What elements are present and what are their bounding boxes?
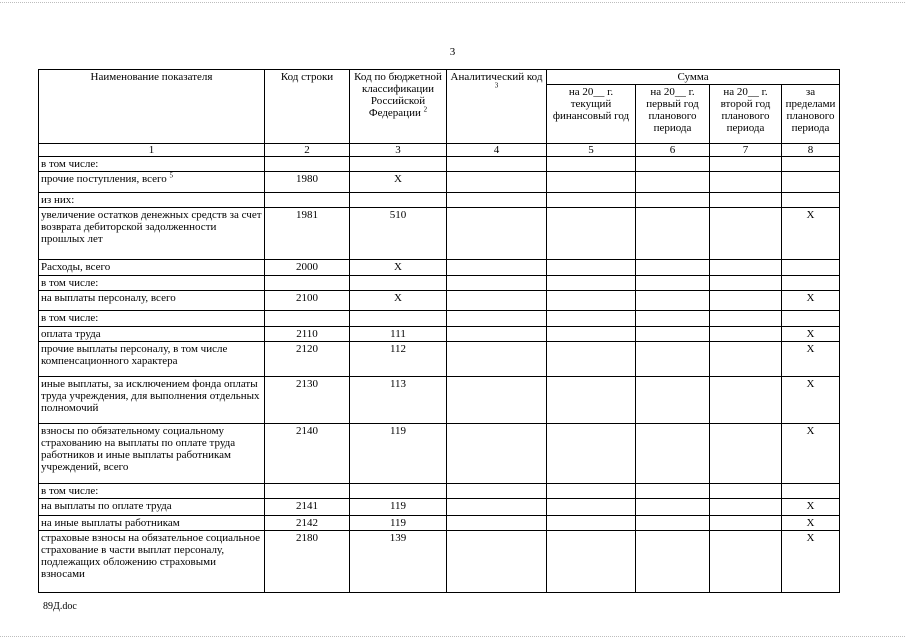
row-name: на выплаты по оплате труда <box>39 499 265 516</box>
table-row <box>39 499 840 516</box>
row-name: прочие выплаты персоналу, в том числе компенсационного характера <box>39 342 265 377</box>
row-empty-cell <box>710 531 782 593</box>
table-row <box>39 424 840 484</box>
row-line-code: 2000 <box>265 260 350 276</box>
row-empty-cell <box>547 208 636 260</box>
row-budget-code: 119 <box>350 516 447 531</box>
table-row <box>39 172 840 193</box>
row-line-code: 2141 <box>265 499 350 516</box>
row-empty-cell <box>636 172 710 193</box>
row-budget-code: X <box>350 260 447 276</box>
row-line-code: 1980 <box>265 172 350 193</box>
row-name: взносы по обязательному социальному страхованию на выплаты по оплате труда работников и иные выплаты работникам учреждений, всего <box>39 424 265 484</box>
header-sum-current-year: на 20__ г. текущий финансовый год <box>547 85 636 144</box>
row-empty-cell <box>447 531 547 593</box>
row-empty-cell <box>710 342 782 377</box>
column-number: 3 <box>350 144 447 157</box>
table-row <box>39 276 840 291</box>
row-line-code <box>265 157 350 172</box>
table-row <box>39 291 840 311</box>
footnote-marker: 2 <box>423 105 428 114</box>
row-empty-cell <box>710 484 782 499</box>
column-number: 5 <box>547 144 636 157</box>
row-empty-cell <box>447 291 547 311</box>
column-numbers-row <box>39 144 840 157</box>
row-beyond-plan: X <box>782 377 840 424</box>
row-name: прочие поступления, всего $^5$ <box>39 172 265 193</box>
row-empty-cell <box>710 311 782 327</box>
row-name: в том числе: <box>39 276 265 291</box>
row-line-code <box>265 193 350 208</box>
footnote-marker: 3 <box>494 81 499 90</box>
row-empty-cell <box>710 157 782 172</box>
row-empty-cell <box>547 484 636 499</box>
row-empty-cell <box>447 342 547 377</box>
row-beyond-plan <box>782 276 840 291</box>
row-empty-cell <box>547 157 636 172</box>
header-sum-beyond-plan: за пределами планового периода <box>782 85 840 144</box>
row-line-code: 2120 <box>265 342 350 377</box>
row-empty-cell <box>547 531 636 593</box>
row-empty-cell <box>636 311 710 327</box>
row-budget-code: 139 <box>350 531 447 593</box>
row-beyond-plan: X <box>782 291 840 311</box>
table-row <box>39 208 840 260</box>
header-name: Наименование показателя <box>39 70 265 144</box>
row-empty-cell <box>710 172 782 193</box>
row-empty-cell <box>447 424 547 484</box>
row-empty-cell <box>710 276 782 291</box>
table-row <box>39 193 840 208</box>
row-empty-cell <box>447 327 547 342</box>
row-name: увеличение остатков денежных средств за счет возврата дебиторской задолженности прошлых лет <box>39 208 265 260</box>
row-empty-cell <box>547 172 636 193</box>
page-number: 3 <box>449 46 456 58</box>
row-empty-cell <box>547 499 636 516</box>
row-empty-cell <box>710 291 782 311</box>
row-empty-cell <box>447 276 547 291</box>
column-number: 6 <box>636 144 710 157</box>
row-name: на иные выплаты работникам <box>39 516 265 531</box>
row-line-code: 2140 <box>265 424 350 484</box>
row-beyond-plan: X <box>782 516 840 531</box>
table-row <box>39 377 840 424</box>
row-budget-code <box>350 157 447 172</box>
row-beyond-plan: X <box>782 208 840 260</box>
header-sum-second-plan-year: на 20__ г. второй год планового периода <box>710 85 782 144</box>
row-name: в том числе: <box>39 157 265 172</box>
row-empty-cell <box>447 172 547 193</box>
row-budget-code: 119 <box>350 424 447 484</box>
table-row <box>39 327 840 342</box>
row-empty-cell <box>636 484 710 499</box>
row-line-code <box>265 484 350 499</box>
row-empty-cell <box>636 424 710 484</box>
row-empty-cell <box>447 484 547 499</box>
row-line-code: 2130 <box>265 377 350 424</box>
row-empty-cell <box>547 327 636 342</box>
row-line-code <box>265 311 350 327</box>
row-beyond-plan <box>782 484 840 499</box>
row-beyond-plan <box>782 172 840 193</box>
row-budget-code <box>350 276 447 291</box>
row-line-code <box>265 276 350 291</box>
row-beyond-plan <box>782 260 840 276</box>
row-empty-cell <box>447 193 547 208</box>
row-empty-cell <box>636 499 710 516</box>
row-line-code: 2180 <box>265 531 350 593</box>
row-empty-cell <box>447 377 547 424</box>
row-empty-cell <box>636 260 710 276</box>
row-empty-cell <box>710 377 782 424</box>
header-line-code: Код строки <box>265 70 350 144</box>
row-empty-cell <box>636 531 710 593</box>
row-budget-code: X <box>350 172 447 193</box>
row-empty-cell <box>447 157 547 172</box>
row-budget-code: 111 <box>350 327 447 342</box>
row-budget-code: X <box>350 291 447 311</box>
column-number: 4 <box>447 144 547 157</box>
row-budget-code <box>350 193 447 208</box>
row-name: страховые взносы на обязательное социальное страхование в части выплат персоналу, подлежащих обложению страховыми взносами <box>39 531 265 593</box>
row-empty-cell <box>636 327 710 342</box>
row-empty-cell <box>710 260 782 276</box>
footer-filename: 89Д.doc <box>43 601 77 612</box>
row-empty-cell <box>447 516 547 531</box>
row-empty-cell <box>547 311 636 327</box>
row-empty-cell <box>547 291 636 311</box>
row-beyond-plan: X <box>782 531 840 593</box>
row-empty-cell <box>447 260 547 276</box>
row-beyond-plan <box>782 311 840 327</box>
header-analytic-code: Аналитический код $^3$ <box>447 70 547 144</box>
column-number: 8 <box>782 144 840 157</box>
row-empty-cell <box>547 276 636 291</box>
column-number: 2 <box>265 144 350 157</box>
row-name: в том числе: <box>39 484 265 499</box>
header-sum: Сумма <box>547 70 840 85</box>
row-name: иные выплаты, за исключением фонда оплаты труда учреждения, для выполнения отдельных полномочий <box>39 377 265 424</box>
row-empty-cell <box>447 499 547 516</box>
row-empty-cell <box>710 516 782 531</box>
row-empty-cell <box>447 311 547 327</box>
row-name: из них: <box>39 193 265 208</box>
row-beyond-plan: X <box>782 327 840 342</box>
row-line-code: 1981 <box>265 208 350 260</box>
column-number: 7 <box>710 144 782 157</box>
row-budget-code <box>350 484 447 499</box>
table-row <box>39 531 840 593</box>
table-row <box>39 260 840 276</box>
row-empty-cell <box>547 342 636 377</box>
row-name: оплата труда <box>39 327 265 342</box>
row-name: на выплаты персоналу, всего <box>39 291 265 311</box>
row-name: Расходы, всего <box>39 260 265 276</box>
row-empty-cell <box>447 208 547 260</box>
row-empty-cell <box>636 276 710 291</box>
row-beyond-plan <box>782 157 840 172</box>
row-empty-cell <box>547 260 636 276</box>
row-line-code: 2142 <box>265 516 350 531</box>
row-empty-cell <box>636 208 710 260</box>
footnote-marker: 5 <box>169 171 173 180</box>
row-line-code: 2100 <box>265 291 350 311</box>
row-empty-cell <box>547 516 636 531</box>
row-empty-cell <box>636 291 710 311</box>
row-empty-cell <box>547 424 636 484</box>
header-row <box>39 70 840 85</box>
row-empty-cell <box>636 377 710 424</box>
row-budget-code: 510 <box>350 208 447 260</box>
row-empty-cell <box>710 193 782 208</box>
row-budget-code: 113 <box>350 377 447 424</box>
row-beyond-plan: X <box>782 424 840 484</box>
row-empty-cell <box>636 193 710 208</box>
row-empty-cell <box>547 377 636 424</box>
row-empty-cell <box>636 342 710 377</box>
row-empty-cell <box>636 516 710 531</box>
budget-table <box>38 69 840 593</box>
table-row <box>39 516 840 531</box>
header-sum-first-plan-year: на 20__ г. первый год планового периода <box>636 85 710 144</box>
row-empty-cell <box>636 157 710 172</box>
row-empty-cell <box>710 499 782 516</box>
table-row <box>39 342 840 377</box>
row-beyond-plan: X <box>782 342 840 377</box>
column-number: 1 <box>39 144 265 157</box>
table-row <box>39 311 840 327</box>
scan-border-top <box>0 2 905 3</box>
row-empty-cell <box>710 208 782 260</box>
header-budget-code: Код по бюджетной классификации Российской Федерации $^2$ <box>350 70 447 144</box>
row-budget-code: 119 <box>350 499 447 516</box>
row-empty-cell <box>710 327 782 342</box>
row-beyond-plan <box>782 193 840 208</box>
row-budget-code <box>350 311 447 327</box>
row-beyond-plan: X <box>782 499 840 516</box>
table-row <box>39 157 840 172</box>
row-line-code: 2110 <box>265 327 350 342</box>
row-name: в том числе: <box>39 311 265 327</box>
scan-border-bottom <box>0 636 905 637</box>
row-budget-code: 112 <box>350 342 447 377</box>
row-empty-cell <box>547 193 636 208</box>
row-empty-cell <box>710 424 782 484</box>
table-row <box>39 484 840 499</box>
